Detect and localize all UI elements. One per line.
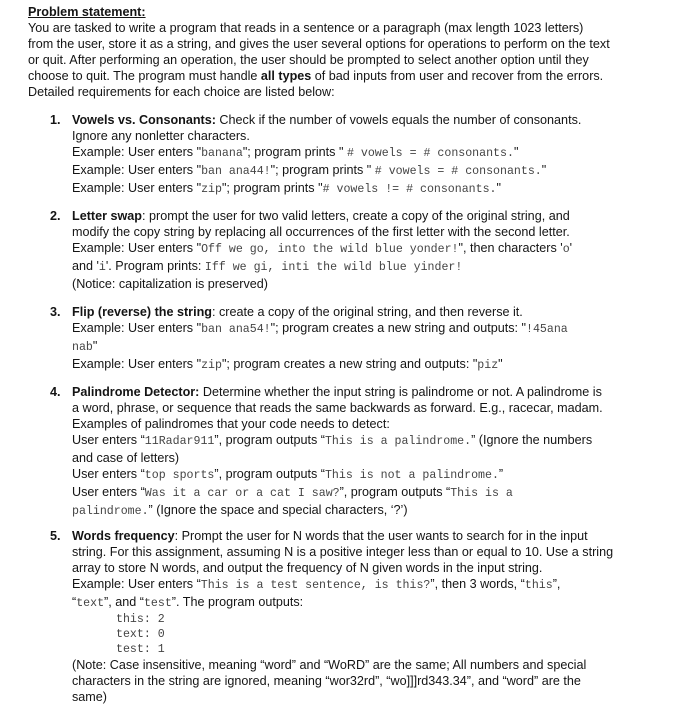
item-heading: Vowels vs. Consonants: bbox=[72, 113, 216, 127]
list-item-vowels-consonants: 1. Vowels vs. Consonants: Check if the number of vowels equals the number of consonants. Ignore any nonletter characters. Example: User enters "banana"; program prints " # vowels = # consonants." Example: User enters "ban ana44!"; program prints " # vowels = # consonants." Example: User enters "zip"; program prints "# vowels != # consonants." bbox=[50, 113, 582, 196]
list-item-words-frequency: 5. Words frequency: Prompt the user for N words that the user wants to search for in the input string. For this assignment, assuming N is a positive integer less than or equal to 10. Use a string array to store N words, and output the frequency of N given words in the input string. Example: User enters “This is a test sentence, is this?”, then 3 words, “this”, “text”, and “test”. The program outputs: this: 2 text: 0 test: 1 (Note: Case insensitive, meaning “word” and “WoRD” are the same; All numbers and special characters in the string are ignored, meaning “wor32rd”, “wo]]]rd343.34”, and “word” are the same) bbox=[50, 528, 660, 705]
program-output-block: this: 2 text: 0 test: 1 bbox=[116, 613, 165, 656]
emphasis: all types bbox=[260, 69, 312, 83]
item-heading: Palindrome Detector: bbox=[72, 385, 200, 399]
list-item-palindrome-detector: 4. Palindrome Detector: Determine whether the input string is palindrome or not. A palindrome is a word, phrase, or sequence that reads the same backwards as forward. E.g., racecar, madam. Examples of palindromes that your code needs to detect: User enters “11Radar911”, program outputs “This is a palindrome.” (Ignore the numbers and case of letters) User enters “top sports”, program outputs “This is not a palindrome.” User enters “Was it a car or a cat I saw?”, program outputs “This is a palindrome.” (Ignore the space and special characters, ‘?’) bbox=[50, 385, 603, 518]
item-heading: Flip (reverse) the string bbox=[72, 305, 212, 319]
list-item-letter-swap: 2. Letter swap: prompt the user for two valid letters, create a copy of the original string, and modify the copy string by replacing all occurrences of the first letter with the second letter. Example: User enters "Off we go, into the wild blue yonder!", then characters 'o' and 'i'. Program prints: Iff we gi, inti the wild blue yinder! (Notice: capitalization is preserved) bbox=[50, 209, 573, 291]
item-heading: Letter swap bbox=[72, 209, 142, 223]
intro-paragraph: You are tasked to write a program that reads in a sentence or a paragraph (max length 1023 letters) from the user, store it as a string, and gives the user several options for operations to perform on the text or quit. After performing an operation, the user should be prompted to select another option until they choose to quit. The program must handle all types of bad inputs from user and recover from the errors. Detailed requirements for each choice are listed below: bbox=[28, 21, 610, 99]
problem-statement-title: Problem statement: bbox=[28, 5, 146, 19]
item-heading: Words frequency bbox=[72, 529, 175, 543]
list-item-flip-string: 3. Flip (reverse) the string: create a copy of the original string, and then reverse it. Example: User enters "ban ana54!"; program creates a new string and outputs: "!45ana nab" Example: User enters "zip"; program creates a new string and outputs: "piz" bbox=[50, 305, 568, 372]
